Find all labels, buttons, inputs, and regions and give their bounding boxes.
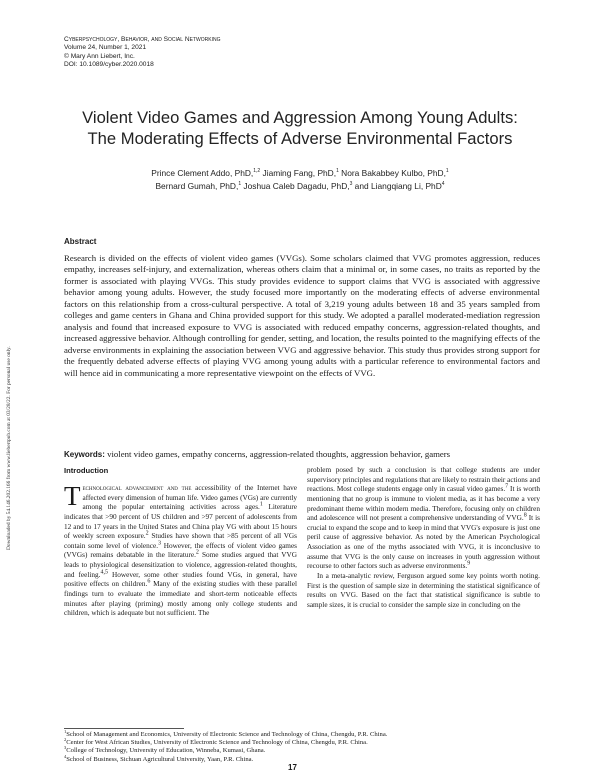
citation-sup: 8 (523, 512, 527, 519)
title-line-2: The Moderating Effects of Adverse Environmental Factors (87, 129, 513, 148)
author-affil-sup: 1 (336, 168, 339, 175)
citation-sup: 7 (505, 483, 509, 490)
footnote-divider (64, 728, 184, 729)
footnote-item (64, 753, 540, 764)
abstract-heading: Abstract (64, 237, 97, 246)
author-affil-sup: 1 (445, 168, 449, 175)
author-affil-sup: 1,2 (253, 168, 261, 175)
paragraph: In a meta-analytic review, Ferguson argued some key points worth noting. First is the question of sample size in determining the statistical significance of results on VVG. Based on the fact that statistical significance is subtle to sample sizes, it is crucial to consider the sample size in concluding on the (307, 571, 540, 609)
journal-header (64, 36, 220, 70)
author-kulbo: Nora Bakabbey Kulbo, PhD, (338, 168, 446, 178)
footnote-sup: 2 (64, 737, 67, 743)
author-list (90, 167, 510, 193)
footnote-item (64, 728, 540, 739)
body-column-left (64, 481, 297, 619)
author-line-2 (90, 180, 510, 193)
author-li: and Liangqiang Li, PhD (352, 181, 442, 191)
paragraph-text: Many of the existing studies with these parallel findings turn to evaluate the immediate and short-term noticeable effects minutes after playing (priming) mostly among only college students and children, which is adequate but not sufficient. The (64, 580, 297, 618)
paragraph-text: However, some other studies found VGs, in general, have positive effects on children. (64, 570, 297, 589)
paragraph-text: Some studies argued that VVG leads to physiological desensitization to violence, aggression-related thoughts, and feeling. (64, 551, 297, 579)
footnote-sup: 1 (64, 728, 67, 734)
paper-title (40, 107, 560, 149)
footnote-item (64, 747, 540, 755)
author-affil-sup: 3 (349, 181, 353, 188)
paragraph-text: It is worth mentioning that no group is immune to violent media, as it has become a very predominant theme within modern media. Therefore, focusing only on children and adolescence will not present a comprehensive understanding of VVG. (307, 485, 540, 523)
paragraph-text: Literature indicates that >90 percent of US children and >97 percent of adolescents from 12 and to 17 years in the United States and China play VG with about 15 hours of weekly screen exposure. (64, 503, 297, 541)
author-affil-sup: 4 (441, 181, 445, 188)
affiliation-footnotes (64, 728, 540, 764)
paragraph-text: However, the effects of violent video games (VVGs) remains debatable in the literature. (64, 541, 297, 560)
citation-sup: 2 (145, 530, 149, 537)
journal-doi: DOI: 10.1089/cyber.2020.0018 (64, 61, 154, 69)
citation-sup: 1 (259, 501, 263, 508)
paragraph-text: accessibility of the Internet have affected every dimension of human life. Video games (VGs) are currently among the popular entertaining activities across ages. (82, 484, 297, 512)
keywords-list: violent video games, empathy concerns, aggression-related thoughts, aggression behavior, gamers (104, 449, 451, 459)
footnote-text: School of Business, Sichuan Agricultural University, Yaan, P.R. China. (66, 755, 254, 763)
footnote-text: College of Technology, University of Education, Winneba, Kumasi, Ghana. (66, 747, 266, 755)
citation-sup: 9 (467, 560, 471, 567)
citation-sup: 6 (147, 578, 151, 585)
paragraph-text: It is crucial to expand the scope and to keep in mind that VVG's exposure is just one peril cause of aggressive behavior. As noted by the American Psychological Association as one of the myths associated with VVG, it is inconclusive to assume that VVG is the only cause on increases in youth aggression without recourse to other factors such as adverse environments. (307, 514, 540, 571)
author-addo: Prince Clement Addo, PhD, (151, 168, 254, 178)
author-affil-sup: 1 (238, 181, 242, 188)
footnote-text: Center for West African Studies, University of Electronic Science and Technology of China, Chengdu, P.R. China. (66, 739, 368, 747)
author-gumah: Bernard Gumah, PhD, (155, 181, 239, 191)
author-dagadu: Joshua Caleb Dagadu, PhD, (241, 181, 350, 191)
keywords (64, 449, 540, 460)
introduction-heading: Introduction (64, 466, 109, 475)
drop-cap: T (64, 481, 81, 511)
citation-sup: 4,5 (100, 569, 108, 576)
download-side-note (6, 250, 16, 550)
footnote-sup: 3 (64, 745, 67, 751)
paragraph-text: Studies have shown that >85 percent of all VGs contain some level of violence. (64, 532, 297, 550)
smallcaps-lead: echnological advancement and the (82, 484, 192, 492)
footnote-text: School of Management and Economics, University of Electronic Science and Technology of China, Chengdu, P.R. China. (66, 731, 388, 738)
keywords-heading: Keywords: (64, 450, 105, 459)
author-fang: Jiaming Fang, PhD, (260, 168, 337, 178)
journal-copyright: © Mary Ann Liebert, Inc. (64, 52, 135, 60)
paragraph (307, 466, 540, 572)
citation-sup: 3 (158, 540, 162, 547)
paragraph-text: problem posed by such a conclusion is that college students are under supervisory principles and regulations that are likely to restrain their actions and reactions. Most college students engage only in casual video games. (307, 466, 540, 494)
journal-name: Cyberpsychology, Behavior, and Social Networking (64, 36, 221, 43)
side-note-text: Downloaded by 54.146.202.166 from www.liebertpub.com at 03/28/22. For personal use only. (6, 346, 12, 550)
citation-sup: 2 (195, 549, 199, 556)
page-number: 17 (288, 763, 297, 772)
author-line-1 (90, 167, 510, 180)
footnote-sup: 4 (64, 753, 67, 759)
journal-volume: Volume 24, Number 1, 2021 (64, 44, 147, 52)
title-line-1: Violent Video Games and Aggression Among Young Adults: (82, 108, 518, 127)
body-column-right (307, 466, 540, 610)
abstract-text: Research is divided on the effects of violent video games (VVGs). Some scholars claimed that VVG promotes aggression, reduces empathy, increases self-injury, and externalization, whereas others claim that a minimal or, in some cases, no traits as reported by the former is associated with playing VVGs. This study provides evidence to support claims that VVG is associated with aggressive behavior among young adults. However, the study focused more importantly on the moderating effects of adverse environmental factors on this relationship from a cross-cultural perspective. A total of 3,219 young adults between 18 and 35 years sampled from colleges and game centers in Ghana and China provided support for this study. We adopted a parallel moderated-mediation regression analysis and found that increased exposure to VVG is associated with reduced empathy concerns, aggression-related thoughts, and increased aggressive behavior. Although controlling for gender, setting, and location, the results pointed to the magnifying effects of the adverse environments in explaining the association between VVG and aggressive behavior. This study thus provides strong support for the frequently debated adverse effects of playing VVG among young adults with a particular reference to environmental factors and will hence aid in communicating a more representative viewpoint on the effects of VVG. (64, 253, 540, 378)
